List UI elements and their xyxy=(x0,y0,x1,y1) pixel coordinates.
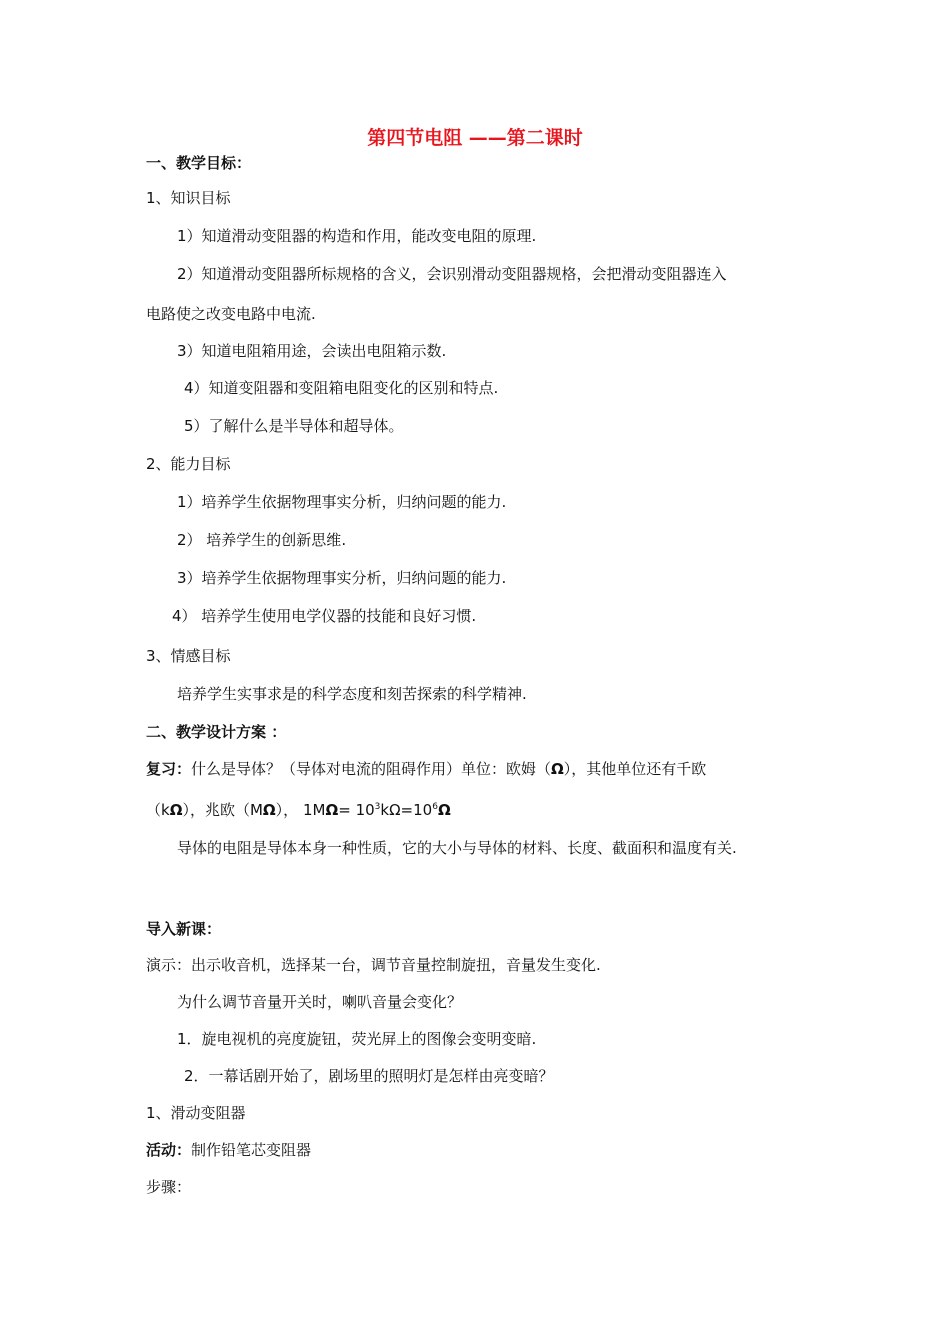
page-title: 第四节电阻 ——第二课时 xyxy=(367,127,583,149)
units-line xyxy=(146,800,451,820)
knowledge-item: 1）知道滑动变阻器的构造和作用，能改变电阻的原理. xyxy=(177,227,537,245)
knowledge-item: 2）知道滑动变阻器所标规格的含义，会识别滑动变阻器规格，会把滑动变阻器连入 xyxy=(177,265,727,283)
knowledge-item: 4）知道变阻器和变阻箱电阻变化的区别和特点. xyxy=(184,379,499,397)
section-heading-objectives: 一、教学目标： xyxy=(146,154,252,172)
ability-heading: 2、能力目标 xyxy=(146,455,231,473)
emotion-text: 培养学生实事求是的科学态度和刻苦探索的科学精神. xyxy=(177,685,527,703)
ohm-symbol: Ω xyxy=(551,760,564,778)
resistance-paragraph: 导体的电阻是导体本身一种性质，它的大小与导体的材料、长度、截面积和温度有关. xyxy=(177,839,737,857)
ohm-symbol: Ω xyxy=(262,801,276,819)
formula-part: kΩ=10 xyxy=(380,801,433,819)
review-label: 复习： xyxy=(146,760,192,778)
demo-text: 演示：出示收音机，选择某一台，调节音量控制旋扭，音量发生变化. xyxy=(146,956,601,974)
question-item: 1．旋电视机的亮度旋钮，荧光屏上的图像会变明变暗. xyxy=(177,1030,537,1048)
formula-part: 1M xyxy=(302,801,326,819)
intro-heading: 导入新课： xyxy=(146,920,222,938)
question-item: 2．一幕话剧开始了，剧场里的照明灯是怎样由亮变暗？ xyxy=(184,1067,554,1085)
exponent: 3 xyxy=(374,802,381,812)
section-heading-design: 二、教学设计方案 ： xyxy=(146,723,287,741)
activity-line xyxy=(146,1140,311,1160)
review-text-cont: ），其他单位还有千欧 xyxy=(563,760,707,778)
steps-label: 步骤： xyxy=(146,1178,192,1196)
conversion-formula xyxy=(303,801,451,819)
knowledge-heading: 1、知识目标 xyxy=(146,189,231,207)
units-close: ）， xyxy=(275,801,299,819)
ohm-symbol: Ω xyxy=(437,801,451,819)
review-text: 什么是导体？（导体对电流的阻碍作用）单位：欧姆（ xyxy=(191,760,552,778)
ohm-symbol: Ω xyxy=(169,801,183,819)
ability-item: 4） 培养学生使用电学仪器的技能和良好习惯. xyxy=(172,607,477,625)
knowledge-item: 3）知道电阻箱用途，会读出电阻箱示数. xyxy=(177,342,447,360)
ability-item: 1）培养学生依据物理事实分析，归纳问题的能力. xyxy=(177,493,507,511)
kilo-ohm-open: （k xyxy=(146,801,170,819)
activity-text: 制作铅笔芯变阻器 xyxy=(191,1141,312,1159)
formula-part: = 10 xyxy=(338,801,375,819)
ohm-symbol: Ω xyxy=(325,801,339,819)
review-line xyxy=(146,759,706,779)
ability-item: 2） 培养学生的创新思维. xyxy=(177,531,347,549)
question-text: 为什么调节音量开关时，喇叭音量会变化？ xyxy=(177,993,463,1011)
knowledge-item-continued: 电路使之改变电路中电流. xyxy=(146,305,316,323)
ability-item: 3）培养学生依据物理事实分析，归纳问题的能力. xyxy=(177,569,507,587)
mega-ohm-text: ），兆欧（M xyxy=(182,801,263,819)
rheostat-heading: 1、滑动变阻器 xyxy=(146,1104,246,1122)
activity-label: 活动： xyxy=(146,1141,192,1159)
exponent: 6 xyxy=(432,802,438,812)
emotion-heading: 3、情感目标 xyxy=(146,647,231,665)
knowledge-item: 5）了解什么是半导体和超导体。 xyxy=(184,417,404,435)
